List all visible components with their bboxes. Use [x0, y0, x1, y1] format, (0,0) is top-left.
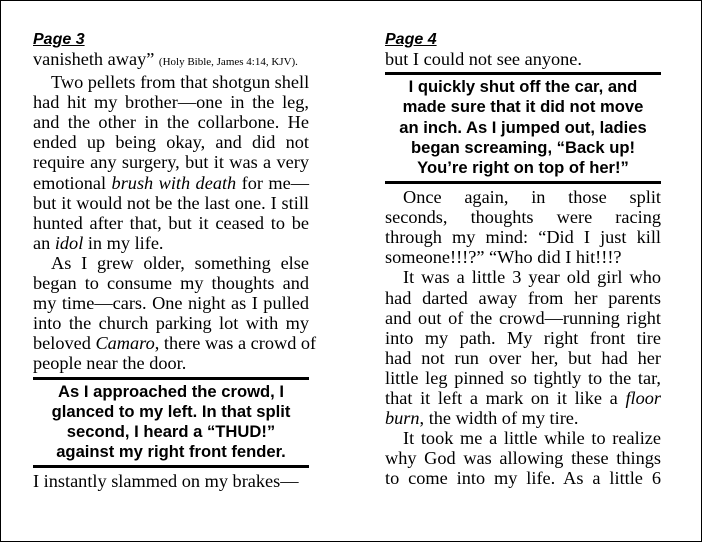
paragraph-realize: It took me a little while to realize why God was allowing these things to come into my life. As a little 6	[385, 428, 661, 489]
page-4-column	[385, 31, 661, 489]
paragraph-little-girl: It was a little 3 year old girl who had darted away from her parents and out of the crowd—running right into my path. My right front tire had not run over her, but had her little leg pinned so tightly to the tar, that it left a mark on it like a floor burn, the width of my tire.	[385, 267, 661, 429]
pull-quote-thud: As I approached the crowd, I glanced to my left. In that split second, I heard a “THUD!” against my right front fender.	[33, 377, 309, 469]
paragraph-brakes: I instantly slammed on my brakes—	[33, 471, 299, 492]
paragraph-continuation: but I could not see anyone.	[385, 49, 582, 69]
paragraph-shotgun: Two pellets from that shotgun shell had hit my brother—one in the leg, and the other in the collarbone. He ended up being okay, and did not require any surgery, but it was a very emotional brush with death for me— but it would not be the last one. I still hunted after that, but it ceased to be an idol in my life.	[33, 72, 310, 253]
pull-quote-back-up: I quickly shut off the car, and made sure that it did not move an inch. As I jumped out, ladies began screaming, “Back up! You’re right on top of her!”	[385, 72, 661, 184]
scripture-citation: (Holy Bible, James 4:14, KJV).	[158, 56, 298, 68]
paragraph-thoughts: Once again, in those split seconds, thoughts were racing through my mind: “Did I just kill someone!!!?” “Who did I hit!!!?	[385, 187, 661, 268]
page-number-label: Page 4	[385, 31, 437, 48]
paragraph-cars: As I grew older, something else began to consume my thoughts and my time—cars. One night as I pulled into the church parking lot with my beloved Camaro, there was a crowd of people near the door.	[33, 252, 317, 374]
paragraph-continuation: vanisheth away” (Holy Bible, James 4:14, KJV).	[33, 49, 298, 69]
page-3-column	[33, 31, 317, 492]
page-number-label: Page 3	[33, 31, 85, 48]
